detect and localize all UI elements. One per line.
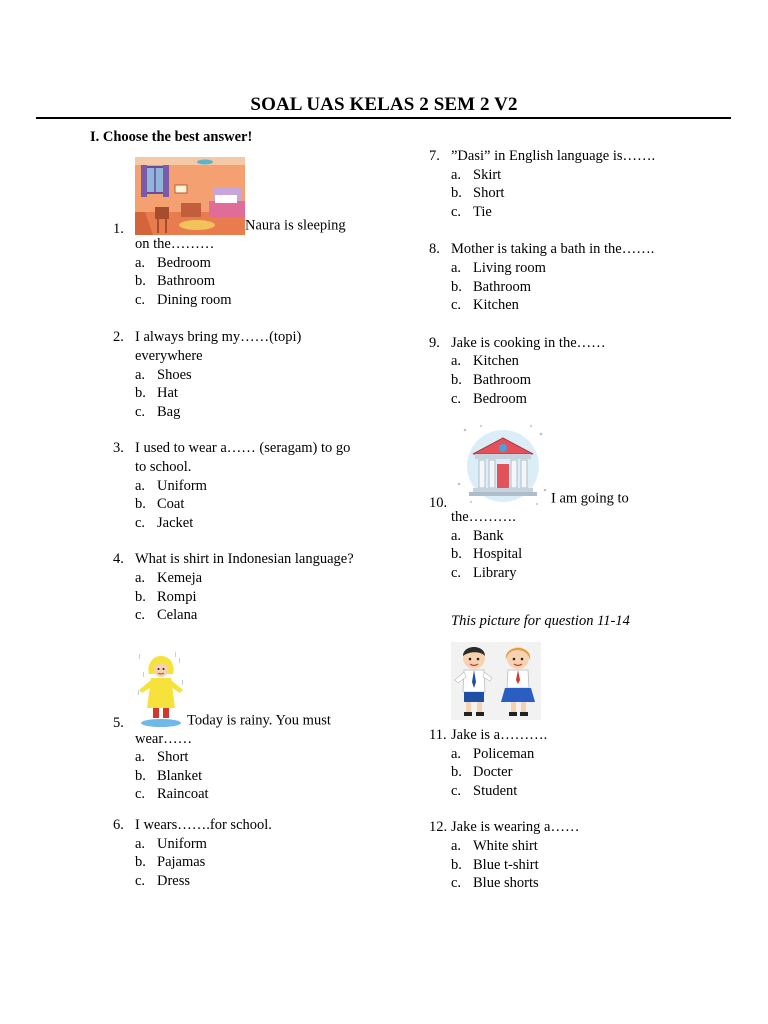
option-9b: b. Bathroom (451, 371, 531, 388)
question-7-number: 7. (429, 148, 440, 164)
question-3-text: I used to wear a…… (seragam) to go to school. (135, 440, 351, 475)
question-1-number: 1. (113, 221, 124, 237)
question-2-text: I always bring my……(topi) everywhere (135, 329, 302, 364)
option-5b: b. Blanket (135, 767, 203, 784)
option-12a: a. White shirt (451, 838, 538, 855)
question-9-number: 9. (429, 334, 440, 351)
question-3-number: 3. (113, 440, 124, 457)
question-8 (429, 240, 679, 314)
question-1 (113, 157, 363, 309)
option-9c: c. Bedroom (451, 390, 527, 407)
question-4 (113, 550, 363, 624)
question-11-number: 11. (429, 727, 447, 744)
option-1a: a. Bedroom (135, 254, 211, 271)
option-7b: b. Short (451, 185, 505, 202)
question-9-text: Jake is cooking in the…… (451, 334, 606, 351)
option-2c: c. Bag (135, 403, 181, 420)
option-6c: c. Dress (135, 872, 191, 889)
title-divider (36, 117, 731, 119)
option-9a: a. Kitchen (451, 353, 519, 370)
option-3a: a. Uniform (135, 477, 207, 494)
option-11a: a. Policeman (451, 745, 535, 762)
question-5 (113, 650, 363, 804)
option-7a: a. Skirt (451, 166, 502, 183)
option-6b: b. Pajamas (135, 854, 206, 871)
option-1c: c. Dining room (135, 291, 232, 308)
question-11 (429, 726, 679, 800)
option-8c: c. Kitchen (451, 297, 519, 314)
question-12 (429, 818, 679, 892)
child-in-raincoat-illustration (135, 650, 187, 730)
option-4c: c. Celana (135, 607, 198, 624)
option-10a: a. Bank (451, 527, 504, 544)
picture-note: This picture for question 11-14 (451, 612, 630, 629)
option-5a: a. Short (135, 749, 189, 766)
option-3c: c. Jacket (135, 514, 194, 531)
question-8-number: 8. (429, 241, 440, 258)
option-3b: b. Coat (135, 496, 185, 513)
question-10-text: I am going to the………. (451, 490, 629, 526)
question-6 (113, 816, 363, 890)
option-2a: a. Shoes (135, 366, 192, 383)
option-12c: c. Blue shorts (451, 875, 539, 892)
option-4a: a. Kemeja (135, 569, 203, 586)
option-8a: a. Living room (451, 259, 546, 276)
question-11-text: Jake is a………. (451, 727, 548, 744)
question-12-number: 12. (429, 819, 448, 836)
question-3 (113, 439, 363, 532)
page-title: SOAL UAS KELAS 2 SEM 2 V2 (250, 94, 518, 115)
question-10-number: 10. (429, 495, 448, 512)
option-8b: b. Bathroom (451, 278, 531, 295)
question-8-text: Mother is taking a bath in the……. (451, 241, 655, 258)
section-heading: I. Choose the best answer! (90, 129, 253, 145)
question-2 (113, 328, 363, 421)
option-1b: b. Bathroom (135, 273, 215, 290)
option-11c: c. Student (451, 782, 518, 799)
question-5-text: Today is rainy. You must wear…… (135, 712, 331, 747)
question-4-text: What is shirt in Indonesian language? (135, 551, 354, 568)
option-12b: b. Blue t-shirt (451, 856, 539, 873)
question-1-text: Naura is sleeping on the……… (135, 217, 346, 252)
bank-building-illustration (451, 424, 551, 508)
right-column (429, 147, 679, 893)
question-2-number: 2. (113, 329, 124, 346)
question-10 (429, 424, 679, 582)
question-9 (429, 334, 679, 408)
option-10c: c. Library (451, 564, 517, 581)
option-2b: b. Hat (135, 385, 178, 402)
option-11b: b. Docter (451, 764, 513, 781)
question-4-number: 4. (113, 551, 124, 568)
question-6-number: 6. (113, 817, 124, 834)
option-4b: b. Rompi (135, 588, 197, 605)
question-7-text: ”Dasi” in English language is……. (451, 148, 656, 164)
option-7c: c. Tie (451, 203, 492, 220)
option-6a: a. Uniform (135, 835, 207, 852)
left-column (113, 157, 363, 890)
school-children-illustration (451, 642, 541, 720)
option-5c: c. Raincoat (135, 786, 209, 803)
question-7 (429, 147, 679, 221)
question-6-text: I wears…….for school. (135, 817, 272, 834)
option-10b: b. Hospital (451, 546, 523, 563)
bedroom-illustration (135, 157, 245, 235)
question-5-number: 5. (113, 714, 124, 731)
question-12-text: Jake is wearing a…… (451, 819, 580, 836)
